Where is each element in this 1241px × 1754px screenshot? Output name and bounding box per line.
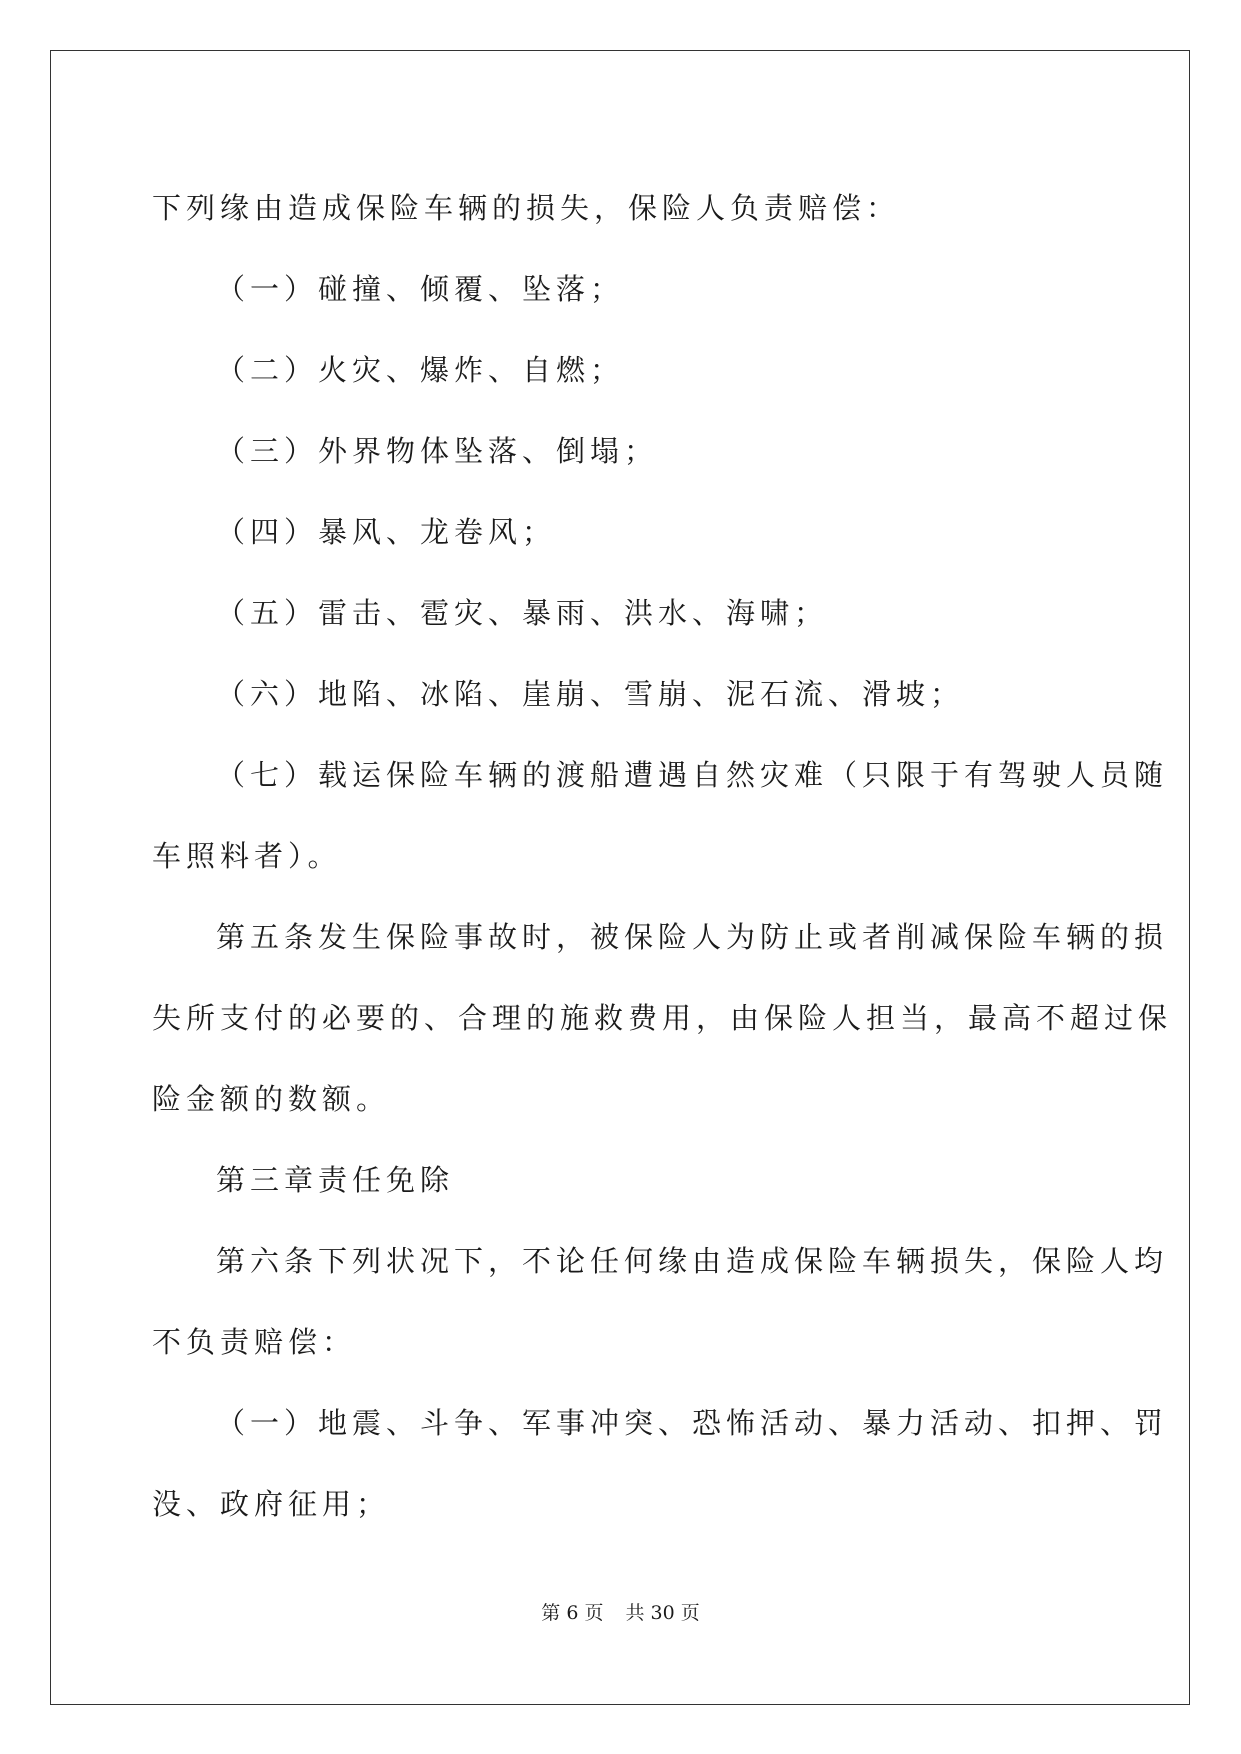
page-footer (0, 1598, 1241, 1625)
paragraph-line: 险金额的数额。 (152, 1082, 391, 1116)
paragraph-line: 第六条下列状况下，不论任何缘由造成保险车辆损失，保险人均 (216, 1244, 1169, 1278)
paragraph-line: （六）地陷、冰陷、崖崩、雪崩、泥石流、滑坡； (216, 677, 965, 711)
paragraph-line: （五）雷击、雹灾、暴雨、洪水、海啸； (216, 596, 829, 630)
page-total: 共 30 页 (625, 1602, 700, 1624)
paragraph-line: （三）外界物体坠落、倒塌； (216, 434, 659, 468)
document-body (152, 168, 1173, 1545)
paragraph-line: （七）载运保险车辆的渡船遭遇自然灾难（只限于有驾驶人员随 (216, 758, 1169, 792)
paragraph-line: （一）碰撞、倾覆、坠落； (216, 272, 625, 306)
paragraph-line: （二）火灾、爆炸、自燃； (216, 353, 625, 387)
chapter-heading: 第三章责任免除 (216, 1163, 455, 1197)
page-number: 第 6 页 (541, 1602, 604, 1624)
paragraph-line: 不负责赔偿： (152, 1325, 357, 1359)
paragraph-line: 没、政府征用； (152, 1487, 391, 1521)
paragraph-line: 第五条发生保险事故时，被保险人为防止或者削减保险车辆的损 (216, 920, 1169, 954)
paragraph-line: （一）地震、斗争、军事冲突、恐怖活动、暴力活动、扣押、罚 (216, 1406, 1169, 1440)
paragraph-line: 失所支付的必要的、合理的施救费用，由保险人担当，最高不超过保 (152, 1001, 1173, 1035)
paragraph-line: （四）暴风、龙卷风； (216, 515, 557, 549)
paragraph-line: 车照料者）。 (152, 839, 342, 873)
paragraph-line: 下列缘由造成保险车辆的损失，保险人负责赔偿： (152, 191, 901, 225)
